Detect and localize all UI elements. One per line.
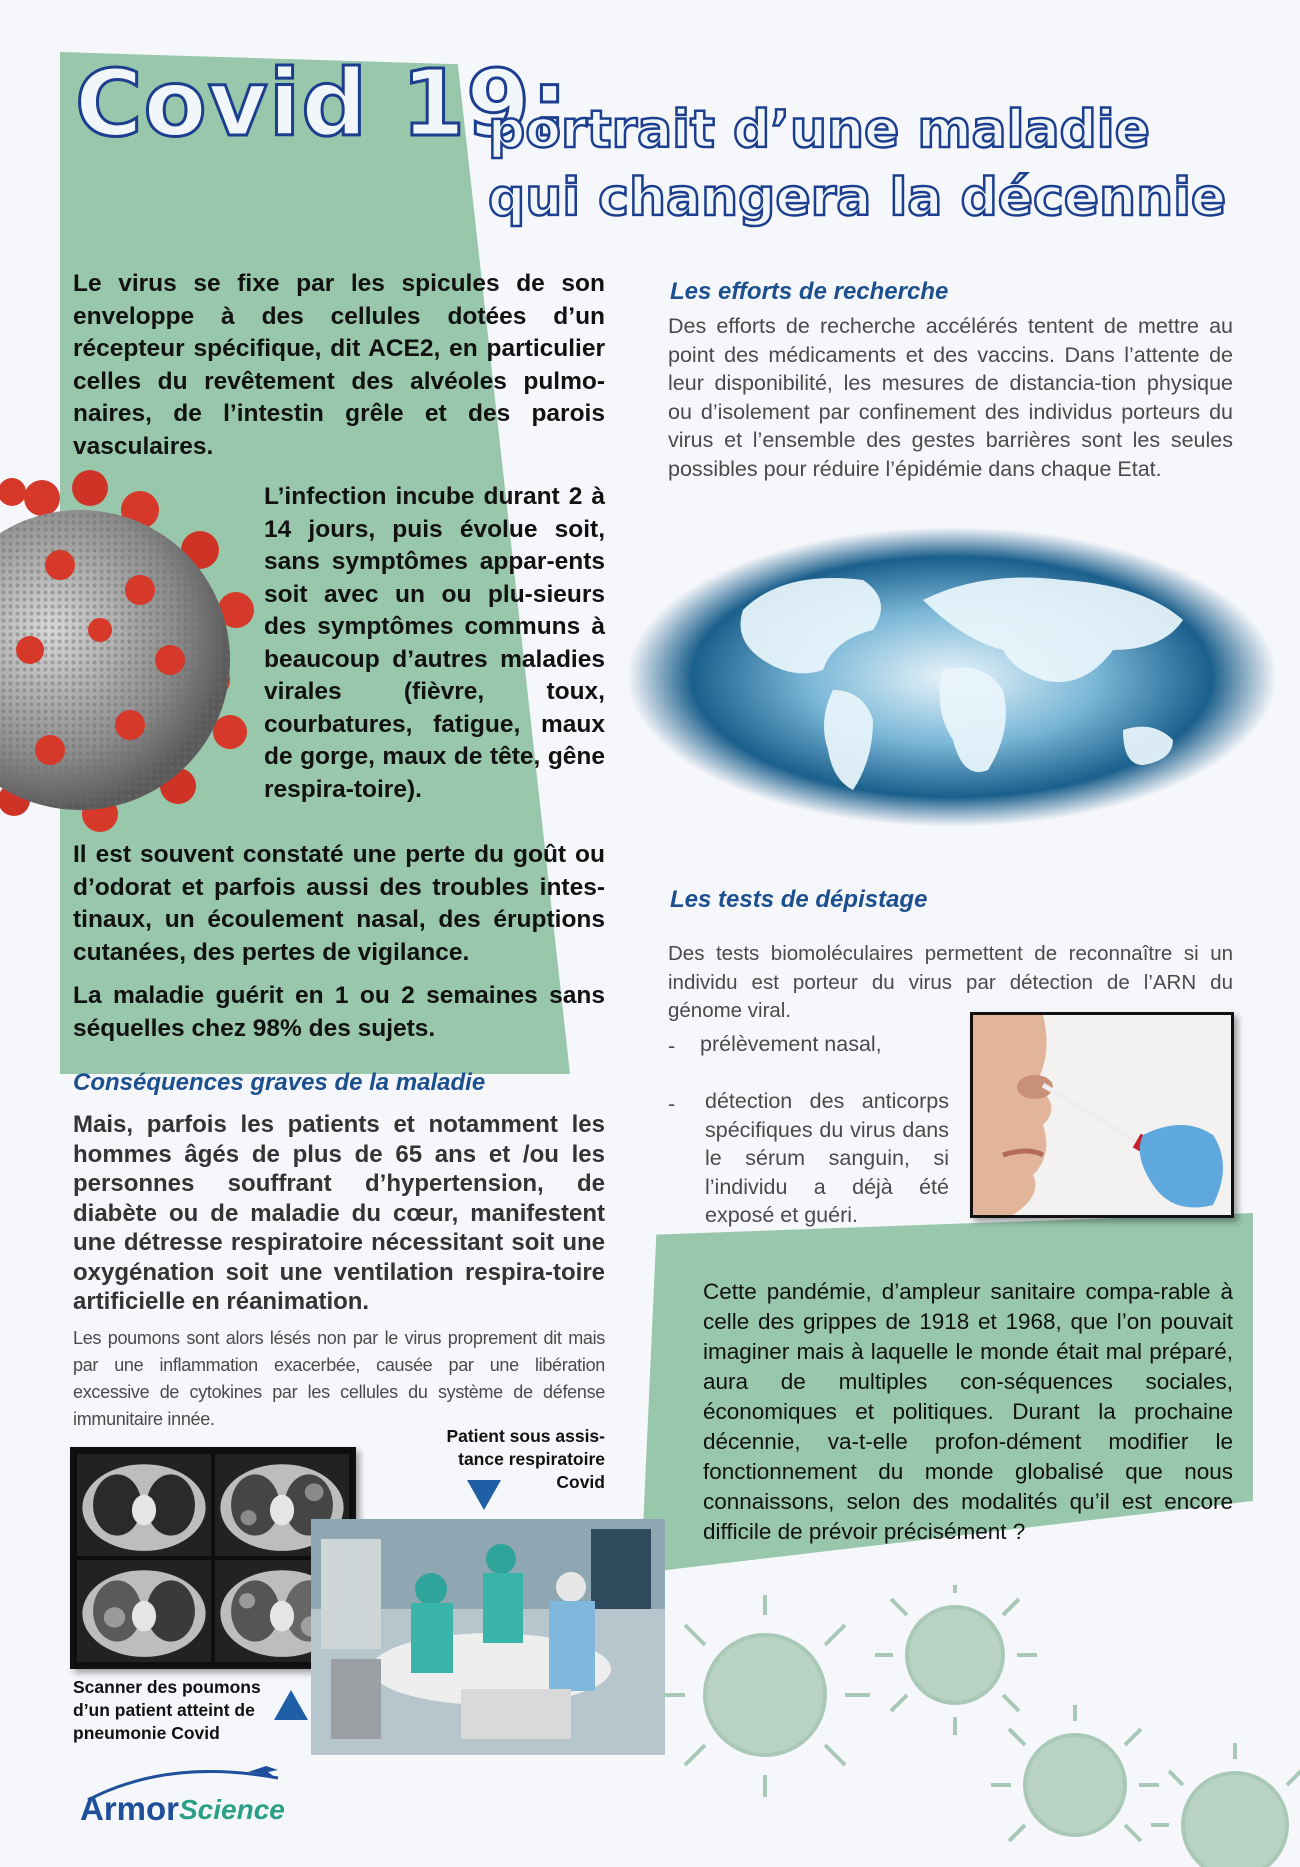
symptoms-paragraph: Il est souvent constaté une perte du goût ou d’odorat et parfois aussi des troubles intes-tinaux, un écoulement nasal, des éruptions cutanées, des pertes de vigilance.: [73, 841, 605, 966]
tests-paragraph: Des tests biomoléculaires permettent de reconnaître si un individu est porteur du virus par détection de l’ARN du génome viral.: [668, 942, 1233, 1022]
icu-patient-photo: [311, 1519, 665, 1755]
lung-scan-3: [77, 1560, 211, 1662]
incubation-paragraph: L’infection incube durant 2 à 14 jours, puis évolue soit, sans symptômes appar-ents soit avec un ou plu-sieurs des symptômes communs à beaucoup d’autres maladies virales (fièvre, toux, courbatures, fatigue, maux de gorge, maux de tête, gêne respira-toire).: [264, 483, 605, 803]
logo-armor: Armor: [80, 1790, 180, 1827]
intro-paragraph: Le virus se fixe par les spicules de son enveloppe à des cellules dotées d’un récepteur spécifique, dit ACE2, en particulier celles du revêtement des alvéoles pulmo-naires, de l’intestin grêle et des parois vasculaires.: [73, 270, 605, 460]
world-map-image: [623, 520, 1281, 835]
title-line-3: qui changera la décennie: [488, 168, 1227, 228]
pandemic-paragraph: Cette pandémie, d’ampleur sanitaire compa-rable à celle des grippes de 1918 et 1968, que l’on pouvait imaginer mais à laquelle le monde était mal préparé, aura de multiples con-séquences sociales, économiques et politiques. Durant la prochaine décennie, va-t-elle profon-dément modifier le fonctionnement du monde globalisé que nous connaissons, selon des modalités qu’il est encore difficile de prévoir précisément ?: [703, 1279, 1233, 1544]
nasal-swab-photo: [970, 1012, 1234, 1218]
bullet-marker-1: -: [668, 1034, 676, 1058]
title-covid: Covid 19:: [75, 50, 569, 157]
title-subtitle: [488, 96, 1226, 232]
research-heading: Les efforts de recherche: [670, 278, 949, 305]
title-line-2: portrait d’une maladie: [488, 100, 1150, 160]
healing-paragraph: La maladie guérit en 1 ou 2 semaines sans séquelles chez 98% des sujets.: [73, 982, 605, 1042]
consequences-heading: Conséquences graves de la maladie: [73, 1069, 486, 1096]
down-arrow-icon: [467, 1480, 501, 1510]
virus-decoration-icon: [655, 1585, 1300, 1867]
lung-scan-1: [77, 1454, 211, 1556]
bullet-antibodies: détection des anticorps spécifiques du virus dans le sérum sanguin, si l’individu a déjà été exposé et guéri.: [705, 1089, 949, 1227]
bullet-marker-2: -: [668, 1092, 676, 1116]
scanner-caption: Scanner des poumons d’un patient atteint de pneumonie Covid: [73, 1677, 261, 1743]
patient-caption: Patient sous assis-tance respiratoire Covid: [446, 1426, 605, 1492]
up-arrow-icon: [274, 1690, 308, 1720]
logo-science: Science: [179, 1794, 285, 1825]
bullet-nasal: prélèvement nasal,: [700, 1032, 882, 1056]
lungs-paragraph: Les poumons sont alors lésés non par le virus proprement dit mais par une inflammation exacerbée, causée par une libération excessive de cytokines par les cellules du système de défense immunitaire innée.: [73, 1328, 605, 1429]
consequences-paragraph: Mais, parfois les patients et notamment les hommes âgés de plus de 65 ans et /ou les personnes souffrant d’hypertension, de diabète ou de maladie du cœur, manifestent une détresse respiratoire nécessitant soit une oxygénation soit une ventilation respira-toire artificielle en réanimation.: [73, 1111, 605, 1315]
research-paragraph: Des efforts de recherche accélérés tentent de mettre au point des médicaments et des vaccins. Dans l’attente de leur disponibilité, les mesures de distancia-tion physique ou d’isolement par confinement des individus porteurs du virus et l’ensemble des gestes barrières sont les seules possibles pour réduire l’épidémie dans chaque Etat.: [668, 314, 1233, 481]
armorscience-logo: [78, 1768, 298, 1828]
coronavirus-illustration: [0, 470, 270, 850]
tests-heading: Les tests de dépistage: [670, 886, 928, 913]
